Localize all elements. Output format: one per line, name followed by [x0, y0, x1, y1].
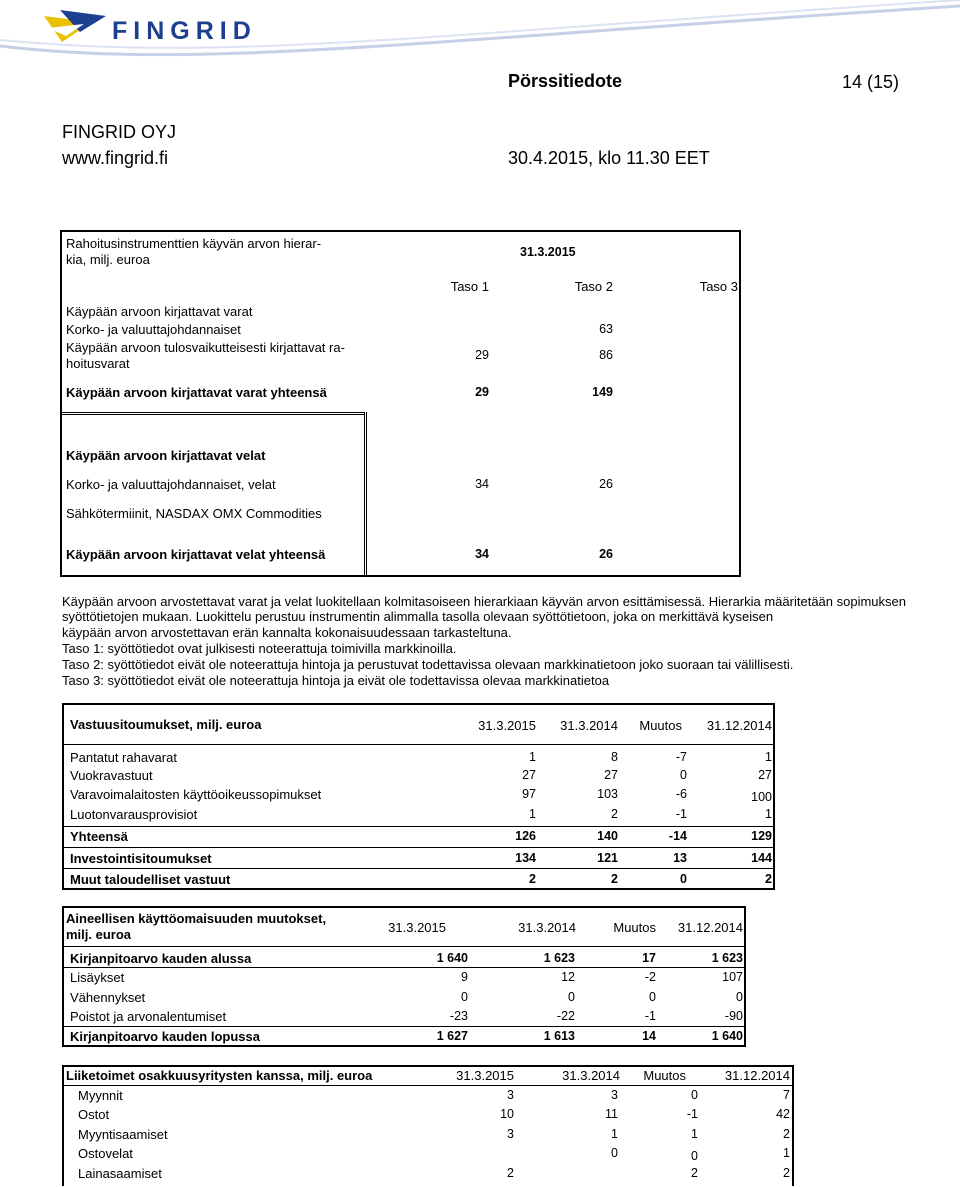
fair-value-title-cont: kia, milj. euroa — [66, 252, 150, 267]
table-cell: 3 — [507, 1088, 514, 1102]
liability-row-label: Sähkötermiinit, NASDAX OMX Commodities — [66, 506, 322, 521]
logo-wordmark: FINGRID — [112, 17, 257, 45]
column-divider — [364, 412, 367, 576]
table-row-label: Myynnit — [78, 1088, 123, 1103]
level-1-header: Taso 1 — [450, 279, 489, 294]
ppe-title: Aineellisen käyttöomaisuuden muutokset, — [66, 911, 327, 926]
note-line: syöttötietojen mukaan. Luokittelu perustuu instrumentin alimmalla tasolla olevaan syöttötietoon, joka on merkittävä kyseisen — [62, 609, 774, 624]
col-header: 31.3.2014 — [518, 920, 576, 935]
table-cell: -23 — [449, 1009, 468, 1023]
table-cell: 97 — [522, 787, 536, 801]
table-cell: 1 — [529, 807, 536, 821]
table-cell: 2 — [611, 872, 618, 886]
col-header: Muutos — [643, 1068, 686, 1083]
row-divider — [63, 868, 774, 869]
table-row-label: Vuokravastuut — [70, 768, 153, 783]
table-cell: 2 — [529, 872, 536, 886]
table-cell: 1 — [783, 1146, 790, 1160]
associates-title: Liiketoimet osakkuusyritysten kanssa, milj. euroa — [66, 1068, 373, 1083]
row-divider — [63, 967, 745, 968]
table-cell: 3 — [611, 1088, 618, 1102]
table-cell: 129 — [751, 829, 772, 843]
table-cell: 0 — [680, 872, 687, 886]
col-header: 31.12.2014 — [706, 718, 772, 733]
table-cell: 1 613 — [543, 1029, 575, 1043]
note-line: käypään arvon arvostettavan erän kannalta kokonaisuudessaan tarkasteltuna. — [62, 625, 512, 640]
table-cell: 103 — [597, 787, 618, 801]
table-cell: 9 — [461, 970, 468, 984]
table-cell: -2 — [644, 970, 656, 984]
asset-row-label: Korko- ja valuuttajohdannaiset — [66, 322, 241, 337]
table-cell: 2 — [507, 1166, 514, 1180]
table-cell: 1 623 — [543, 951, 575, 965]
table-cell: 0 — [691, 1149, 698, 1163]
liabilities-heading: Käypään arvoon kirjattavat velat — [66, 448, 266, 463]
table-cell: 0 — [568, 990, 575, 1004]
table-cell: 42 — [776, 1107, 790, 1121]
table-cell: -6 — [675, 787, 687, 801]
doc-type: Pörssitiedote — [508, 71, 623, 91]
table-row-label: Muut taloudelliset vastuut — [70, 872, 231, 887]
table-cell: -90 — [724, 1009, 743, 1023]
note-line: Taso 1: syöttötiedot ovat julkisesti noteerattuja toimivilla markkinoilla. — [62, 641, 457, 656]
fair-value-title: Rahoitusinstrumenttien käyvän arvon hierar- — [66, 236, 322, 251]
col-header: 31.3.2015 — [478, 718, 536, 733]
table-row-label: Poistot ja arvonalentumiset — [70, 1009, 227, 1024]
company-website[interactable]: www.fingrid.fi — [62, 148, 169, 168]
col-header: 31.3.2014 — [560, 718, 618, 733]
table-cell: 1 623 — [711, 951, 743, 965]
table-row-label: Lisäykset — [70, 970, 125, 985]
row-divider — [63, 826, 774, 827]
level-3-header: Taso 3 — [699, 279, 738, 294]
table-row-label: Ostovelat — [78, 1146, 133, 1161]
table-cell: -1 — [644, 1009, 656, 1023]
asset-row-t1: 29 — [475, 348, 489, 362]
fair-value-date: 31.3.2015 — [520, 245, 576, 259]
table-cell: 2 — [783, 1127, 790, 1141]
table-cell: 0 — [736, 990, 743, 1004]
table-row-label: Yhteensä — [70, 829, 128, 844]
liability-row-t1: 34 — [475, 477, 489, 491]
row-divider — [63, 847, 774, 848]
asset-row-t2: 86 — [599, 348, 613, 362]
table-row-label: Lainasaamiset — [78, 1166, 162, 1181]
table-cell: 126 — [515, 829, 536, 843]
table-cell: 1 627 — [436, 1029, 468, 1043]
table-cell: 27 — [758, 768, 772, 782]
table-row-label: Varavoimalaitosten käyttöoikeussopimukset — [70, 787, 322, 802]
liabilities-total-label: Käypään arvoon kirjattavat velat yhteensä — [66, 547, 326, 562]
table-cell: 2 — [691, 1166, 698, 1180]
table-cell: 140 — [597, 829, 618, 843]
table-cell: 0 — [691, 1088, 698, 1102]
table-cell: 2 — [611, 807, 618, 821]
commitments-title: Vastuusitoumukset, milj. euroa — [70, 717, 262, 732]
asset-row-label-cont: hoitusvarat — [66, 356, 130, 371]
company-name: FINGRID OYJ — [62, 122, 177, 142]
level-2-header: Taso 2 — [574, 279, 613, 294]
table-cell: 0 — [461, 990, 468, 1004]
table-cell: 13 — [673, 851, 687, 865]
table-cell: 0 — [649, 990, 656, 1004]
liabilities-total-t2: 26 — [599, 547, 613, 561]
table-cell: 2 — [783, 1166, 790, 1180]
fingrid-logo-icon — [40, 6, 110, 46]
table-cell: 1 — [765, 807, 772, 821]
table-cell: 1 640 — [436, 951, 468, 965]
table-cell: 2 — [765, 872, 772, 886]
table-cell: 107 — [722, 970, 743, 984]
table-cell: 1 — [765, 750, 772, 764]
table-cell: 1 — [611, 1127, 618, 1141]
table-row-label: Kirjanpitoarvo kauden alussa — [70, 951, 252, 966]
header-divider — [63, 946, 745, 947]
table-cell: -1 — [675, 807, 687, 821]
col-header: 31.12.2014 — [724, 1068, 790, 1083]
section-divider — [61, 412, 364, 415]
table-row-label: Myyntisaamiset — [78, 1127, 168, 1142]
table-cell: 3 — [507, 1127, 514, 1141]
fair-value-table — [60, 230, 741, 577]
table-cell: 1 — [691, 1127, 698, 1141]
table-cell: 12 — [561, 970, 575, 984]
col-header: Muutos — [639, 718, 682, 733]
table-cell: 14 — [642, 1029, 656, 1043]
table-cell: 27 — [522, 768, 536, 782]
table-cell: -7 — [675, 750, 687, 764]
page-number: 14 (15) — [842, 72, 900, 92]
asset-row-label: Käypään arvoon tulosvaikutteisesti kirjattavat ra- — [66, 340, 345, 355]
liability-row-t2: 26 — [599, 477, 613, 491]
table-row-label: Pantatut rahavarat — [70, 750, 177, 765]
release-datetime: 30.4.2015, klo 11.30 EET — [508, 148, 710, 168]
table-cell: 1 — [529, 750, 536, 764]
table-cell: 100 — [751, 790, 772, 804]
col-header: Muutos — [613, 920, 656, 935]
col-header: 31.3.2015 — [456, 1068, 514, 1083]
row-divider — [63, 1026, 745, 1027]
assets-heading: Käypään arvoon kirjattavat varat — [66, 304, 253, 319]
table-cell: 144 — [751, 851, 772, 865]
table-cell: -22 — [556, 1009, 575, 1023]
note-line: Taso 3: syöttötiedot eivät ole noteerattuja hintoja ja eivät ole todettavissa olevaa markkinatietoa — [62, 673, 610, 688]
assets-total-label: Käypään arvoon kirjattavat varat yhteensä — [66, 385, 327, 400]
note-line: Taso 2: syöttötiedot eivät ole noteerattuja hintoja ja perustuvat todettavissa olevaan markkinatietoon joko suoraan tai välillisesti. — [62, 657, 794, 672]
table-row-label: Luotonvarausprovisiot — [70, 807, 198, 822]
header-divider — [63, 744, 774, 745]
table-cell: 11 — [605, 1107, 618, 1121]
col-header: 31.3.2014 — [562, 1068, 620, 1083]
table-cell: 7 — [783, 1088, 790, 1102]
assets-total-t1: 29 — [475, 385, 489, 399]
table-cell: 8 — [611, 750, 618, 764]
header-divider — [63, 1085, 793, 1086]
liability-row-label: Korko- ja valuuttajohdannaiset, velat — [66, 477, 276, 492]
assets-total-t2: 149 — [592, 385, 613, 399]
table-row-label: Ostot — [78, 1107, 110, 1122]
table-cell: 134 — [515, 851, 536, 865]
table-row-label: Vähennykset — [70, 990, 146, 1005]
col-header: 31.12.2014 — [677, 920, 743, 935]
table-cell: -1 — [686, 1107, 698, 1121]
table-cell: 1 640 — [711, 1029, 743, 1043]
table-row-label: Investointisitoumukset — [70, 851, 212, 866]
table-cell: 10 — [500, 1107, 514, 1121]
ppe-title-cont: milj. euroa — [66, 927, 132, 942]
asset-row-t2: 63 — [599, 322, 613, 336]
table-cell: 27 — [604, 768, 618, 782]
table-cell: 121 — [597, 851, 618, 865]
table-cell: 0 — [611, 1146, 618, 1160]
liabilities-total-t1: 34 — [475, 547, 489, 561]
table-cell: -14 — [668, 829, 687, 843]
note-line: Käypään arvoon arvostettavat varat ja velat luokitellaan kolmitasoiseen hierarkiaan käyvän arvon esittämisessä. Hierarkia määritetään sopimuksen — [62, 594, 906, 609]
table-cell: 0 — [680, 768, 687, 782]
col-header: 31.3.2015 — [388, 920, 446, 935]
table-cell: 17 — [642, 951, 656, 965]
table-row-label: Kirjanpitoarvo kauden lopussa — [70, 1029, 260, 1044]
